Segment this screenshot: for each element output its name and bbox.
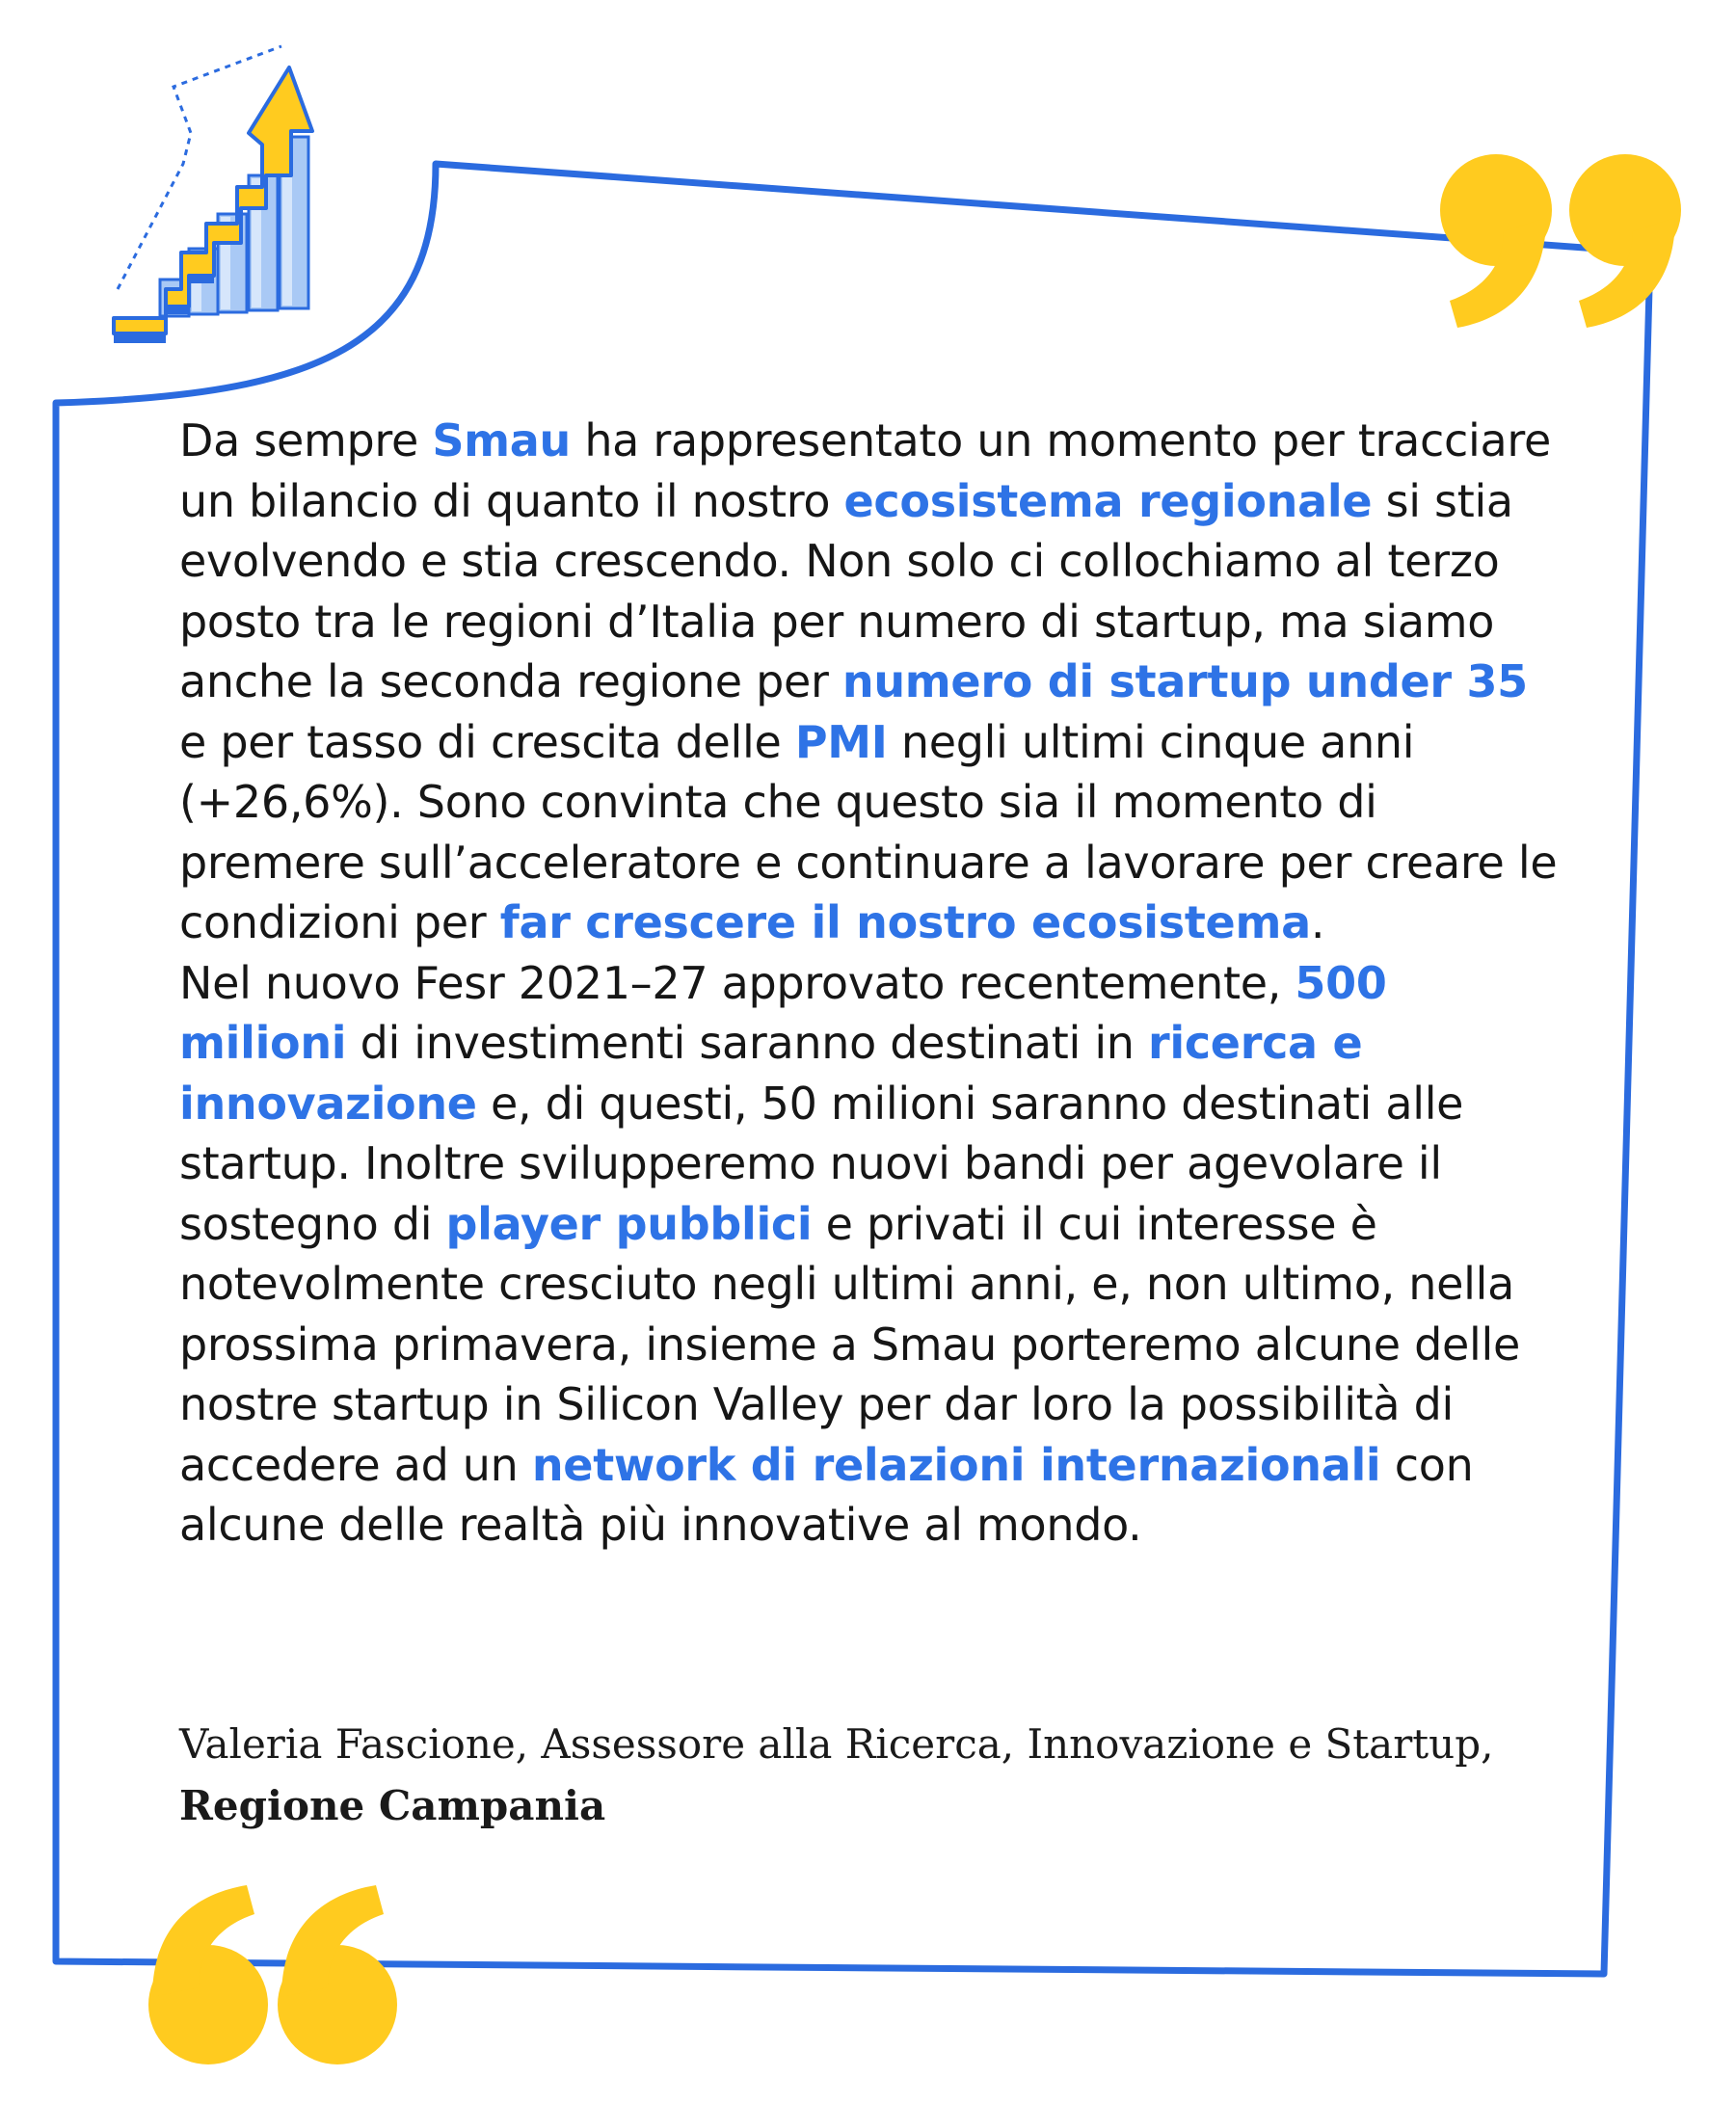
signature-person: Valeria Fascione, Assessore alla Ricerca, Innovazione e Startup, <box>179 1720 1494 1768</box>
quote-segment: si stia evolvendo e stia crescendo. Non solo ci collochiamo al terzo posto tra le regioni d’Italia per numero di startup, ma siamo anche la seconda regione per <box>179 474 1513 707</box>
quote-text <box>179 411 1558 1556</box>
quote-highlight: far crescere il nostro ecosistema <box>499 896 1311 948</box>
quote-segment: e per tasso di crescita delle <box>179 715 795 768</box>
quote-highlight: numero di startup under 35 <box>841 655 1528 707</box>
quote-highlight: 500 milioni <box>179 956 1387 1069</box>
quote-segment: e, di questi, 50 milioni saranno destinati alle startup. Inoltre svilupperemo nuovi bandi per agevolare il sostegno di <box>179 1077 1464 1250</box>
quote-segment: con alcune delle realtà più innovative al mondo. <box>179 1438 1474 1551</box>
quote-highlight: player pubblici <box>445 1197 813 1250</box>
signature <box>179 1714 1558 1837</box>
quote-highlight: PMI <box>794 715 888 768</box>
growth-chart-icon <box>114 46 312 343</box>
opening-quote-icon <box>148 1885 397 2064</box>
quote-segment: di investimenti saranno destinati in <box>346 1017 1148 1069</box>
quote-highlight: network di relazioni internazionali <box>531 1438 1381 1491</box>
quote-segment: . <box>1310 896 1325 948</box>
quote-highlight: Smau <box>432 414 571 466</box>
quote-segment: ha rappresentato un momento per tracciare un bilancio di quanto il nostro <box>179 414 1552 527</box>
quote-segment: Da sempre <box>179 414 433 466</box>
signature-organization: Regione Campania <box>179 1782 606 1829</box>
quote-highlight: ricerca e innovazione <box>179 1017 1363 1130</box>
quote-segment: e privati il cui interesse è notevolmente cresciuto negli ultimi anni, e, non ultimo, nella prossima primavera, insieme a Smau porteremo alcune delle nostre startup in Silicon Valley per dar loro la possibilità di accedere ad un <box>179 1197 1520 1491</box>
quote-highlight: ecosistema regionale <box>843 474 1373 527</box>
closing-quote-icon <box>1440 154 1681 328</box>
quote-segment: negli ultimi cinque anni (+26,6%). Sono convinta che questo sia il momento di premere sull’acceleratore e continuare a lavorare per creare le condizioni per <box>179 715 1558 948</box>
quote-segment: Nel nuovo Fesr 2021–27 approvato recentemente, <box>179 956 1295 1009</box>
